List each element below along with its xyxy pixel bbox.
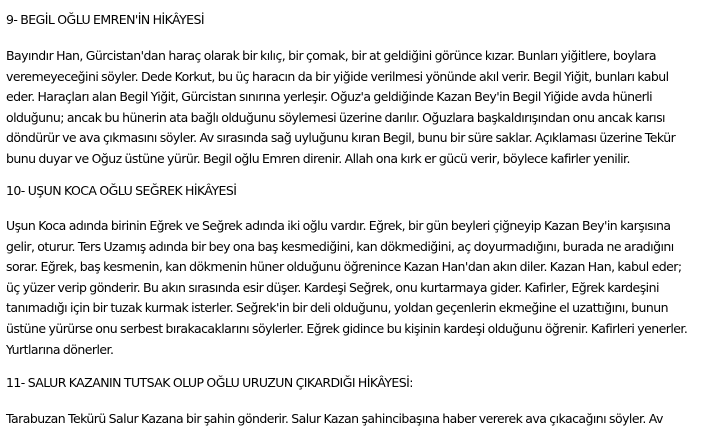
section-paragraph [6, 46, 724, 170]
paragraph-line: Yurtlarına dönerler. [6, 341, 114, 357]
section-heading: 9- BEGİL OĞLU EMREN'İN HİKÂYESİ [6, 12, 205, 27]
paragraph-line: Tarabuzan Tekürü Salur Kazana bir şahin gönderir. Salur Kazan şahincibaşına haber vererek ava çıkacağını söyler. Av [6, 411, 663, 426]
section-heading: 11- SALUR KAZANIN TUTSAK OLUP OĞLU URUZUN ÇIKARDIĞI HİKÂYESİ: [6, 375, 413, 390]
paragraph-line: olduğunu; ancak bu hünerin ata bağlı olduğunu söylemesi üzerine darılır. Oğuzlara başkaldırışından onu ancak karısı [6, 109, 665, 125]
paragraph-line: gelir, oturur. Ters Uzamış adında bir bey ona baş kesmediğini, kan dökmediğini, aç doyurmadığını, burada ne aradığını [6, 238, 674, 254]
section-paragraph [6, 409, 724, 430]
paragraph-line: eder. Haraçları alan Begil Yiğit, Gürcistan sınırına yerleşir. Oğuz'a geldiğinde Kazan Bey'in Begil Yiğide avda hünerli [6, 89, 653, 105]
paragraph-line: döndürür ve ava çıkmasını söyler. Av sırasında sağ uyluğunu kıran Begil, bunu bir süre saklar. Açıklaması üzerine Tekür [6, 130, 676, 146]
paragraph-line: veremeyeceğini söyler. Dede Korkut, bu üç haracın da bir yiğide verilmesi yönünde akıl verir. Begil Yiğit, bunları kabul [6, 68, 669, 84]
section-heading: 10- UŞUN KOCA OĞLU SEĞREK HİKÂYESİ [6, 183, 237, 198]
paragraph-line: üç yüzer verip gönderir. Bu akın sırasında esir düşer. Kardeşi Seğrek, onu kurtarmaya gider. Kafirler, Eğrek kardeşini [6, 279, 659, 295]
paragraph-line: sorar. Eğrek, baş kesmenin, kan dökmenin hüner olduğunu öğrenince Kazan Han'dan akın diler. Kazan Han, kabul eder; [6, 259, 682, 275]
paragraph-line: Bayındır Han, Gürcistan'dan haraç olarak bir kılıç, bir çomak, bir at geldiğini görünce kızar. Bunları yiğitlere, boylara [6, 48, 656, 63]
section-paragraph [6, 216, 724, 360]
paragraph-line: üstüne yürürse onu serbest bırakacaklarını söylerler. Eğrek gidince bu kişinin kardeşi olduğunu öğrenir. Kafirleri yenerler. [6, 320, 688, 336]
paragraph-line: tanımadığı için bir tuzak kurmak isterler. Seğrek'in bir deli olduğunu, yoldan geçenlerin ekmeğine el uzattığını, bunun [6, 300, 669, 316]
paragraph-line: bunu duyar ve Oğuz üstüne yürür. Begil oğlu Emren direnir. Allah ona kırk er gücü verir, böylece kafirler yenilir. [6, 150, 630, 166]
paragraph-line: Uşun Koca adında birinin Eğrek ve Seğrek adında iki oğlu vardır. Eğrek, bir gün beyleri çiğneyip Kazan Bey'in karşısına [6, 218, 671, 233]
